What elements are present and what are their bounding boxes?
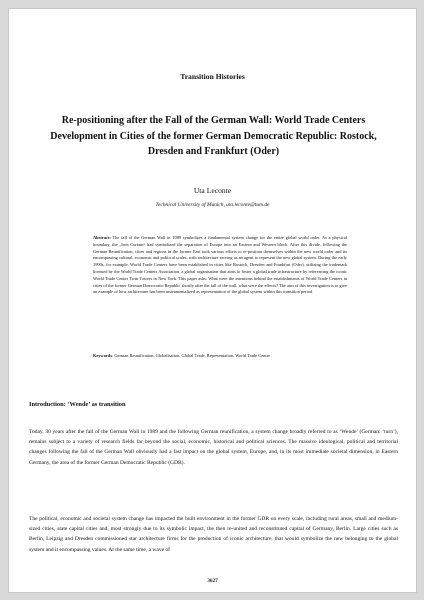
paper-title: Re-positioning after the Fall of the German Wall: World Trade Centers Development in Cities of the former German Democratic Republic: Rostock, Dresden and Frankfurt (Oder)	[50, 115, 377, 157]
document-page	[8, 8, 417, 593]
abstract-block	[93, 235, 347, 296]
abstract-text: The fall of the German Wall in 1989 symbolizes a fundamental system change for the entire global world order. As a physical boundary, the „Iron Curtain“ had symbolized the separation of Europe into an Eastern and Western block. After this divide, following the German Reunification, cities and regions in the former East took various efforts to re-position themselves within the new world order and its encompassing cultural, economic and political scales, with architecture serving as an agent to represent the new global system. During the early 1990s, for example, World Trade Centers have been established in cities like Rostock, Dresden and Frankfurt (Oder), utilizing the trademark licensed by the World Trade Centers Association, a global organisation that aims to foster a global trade infrastructure by referencing the iconic World Trade Center Twin Towers in New York. This paper asks: What were the intentions behind the establishments of World Trade Centers in cities of the former German Democratic Republic shortly after the fall of the wall, what were the effects? The aim of this investigation is to give an example of how architecture has been instrumentalized as representation of the global system within this transition period.	[93, 235, 347, 295]
introduction-heading: Introduction: ‘Wende’ as transition	[29, 401, 126, 408]
body-paragraph: Today, 30 years after the fall of the German Wall in 1989 and the following German reunification, a system change broadly referred to as ‘Wende’ (German: ‘turn’), remains subject to a variety of research fields far beyond the social, economic, historical and political sciences. The massive ideological, political and territorial changes following the fall of the German Wall obviously had a fast impact on the global system, Europe, and, in its most immediate societal dimension, in Eastern Germany, the area of the former German Democratic Republic (GDR).	[29, 429, 398, 466]
section-header: Transition Histories	[180, 72, 245, 81]
keywords-block	[93, 353, 347, 360]
author-affiliation: Technical University of Munich, uta.leconte@tum.de	[155, 202, 270, 208]
body-paragraph: The political, economic and societal system change has impacted the built environment in the former GDR on every scale, including rural areas, small and medium-sized cities, state capital cities and, most strongly due to its symbolic impact, the then re-united and reconstituted capital of Germany, Berlin. Large cities such as Berlin, Leipzig and Dresden commissioned star architecture firms for the production of iconic architecture, that would symbolize the new belonging to the global system and it encompassing values. At the same time, a wave of	[29, 516, 398, 553]
keywords-label: Keywords	[93, 353, 113, 358]
keywords-text: : German Reunification, Globalisation, Global Trade, Representation, World Trade Center	[112, 353, 270, 358]
abstract-label: Abstract:	[93, 235, 111, 240]
page-number: 3627	[207, 578, 218, 584]
author-name: Uta Leconte	[193, 186, 232, 195]
